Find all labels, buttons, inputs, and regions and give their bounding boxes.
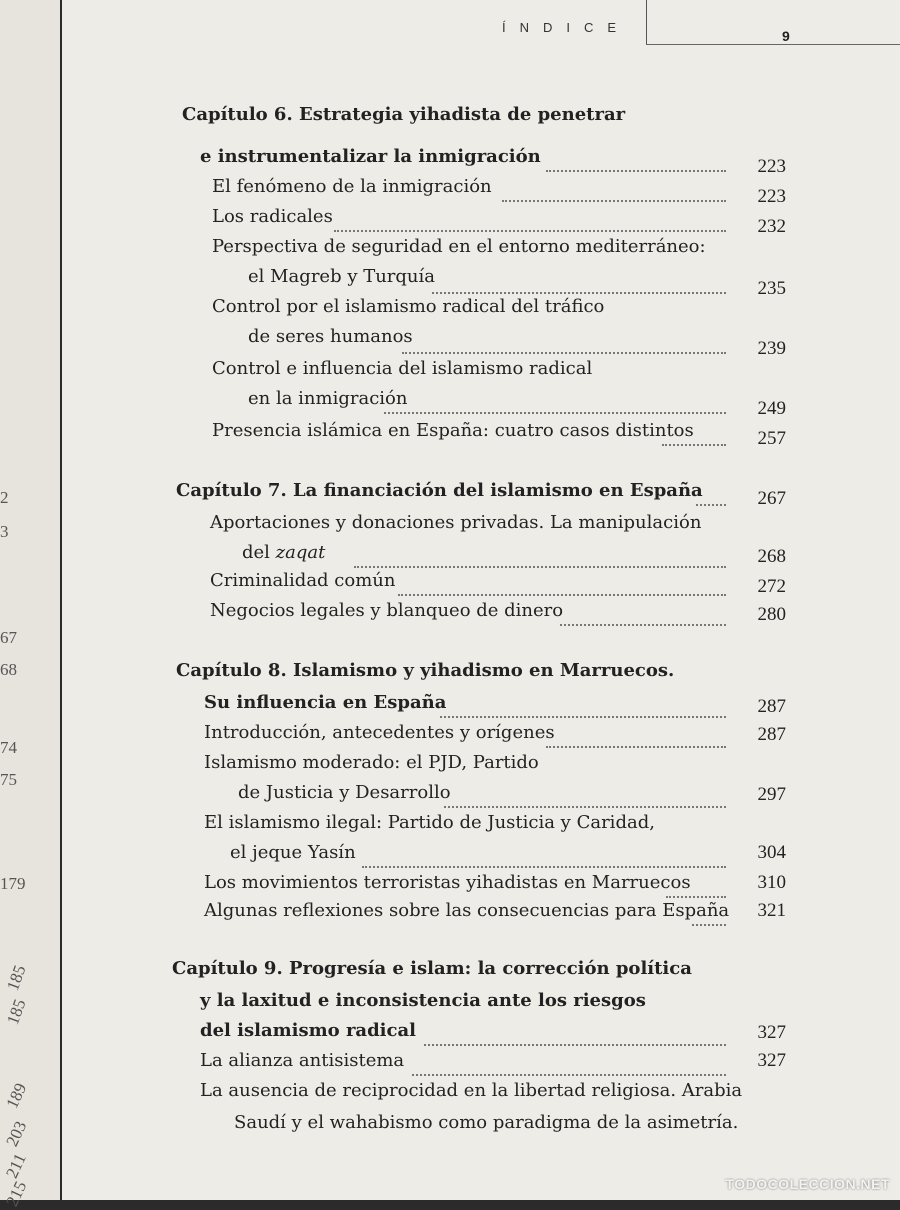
margin-number: 185 xyxy=(3,963,31,994)
chapter-page: 223 xyxy=(758,156,787,178)
leader-dots xyxy=(662,424,726,446)
header-rule-horizontal xyxy=(646,44,900,45)
leader-dots xyxy=(560,604,726,626)
leader-dots xyxy=(444,786,726,808)
leader-dots xyxy=(440,696,726,718)
index-page: ÍNDICE 9 Capítulo 6. Estrategia yihadista de penetrar e instrumentalizar la inmigración 223 El fenómeno de la inmigración 223 Los radicales 232 Perspectiva de seguridad en el entorno mediterráneo: el Magreb y Turquía 235 Control por el islamismo radical del tráfico de seres humanos 239 Control e influencia del islamismo radical en la inmigración 249 Presencia islámica en España: cuatro casos distintos 257 Capítulo 7. La financiación del islamismo en España 267 Aportaciones y donaciones privadas. La manipulación del zaqat 268 Criminalidad común 272 Negocios legales y blanqueo de dinero 280 Capítulo 8. Islamismo y yihadismo en Marruecos. Su influencia en España 287 Introducción, antecedentes y orígenes 287 Islamismo moderado: el PJD, Partido de Justicia y Desarrollo 297 El islamismo ilegal: Partido de Justicia y Caridad, el jeque Yasín 304 Los movimientos terroristas yihadistas en Marruecos 310 Algunas reflexiones sobre las consecuencias para España 321 Capítulo 9. Progresía e islam: la corrección política y la laxitud e inconsistencia ante los riesgos del islamismo radical 327 La alianza antisistema 327 La ausencia de reciprocidad en la libertad religiosa. Arabia Saudí y el wahabismo como paradigma de la asimetría. xyxy=(62,0,900,1200)
leader-dots xyxy=(696,484,726,506)
leader-dots xyxy=(692,904,726,926)
margin-number: 211 xyxy=(2,1151,31,1182)
chapter-page: 327 xyxy=(758,1022,787,1044)
leader-dots xyxy=(384,392,726,414)
leader-dots xyxy=(666,876,726,898)
margin-number: 3 xyxy=(0,522,9,542)
leader-dots xyxy=(354,546,726,568)
facing-page-edge xyxy=(0,0,60,1200)
leader-dots xyxy=(402,332,726,354)
leader-dots xyxy=(398,574,726,596)
margin-number: 189 xyxy=(2,1080,31,1112)
page-number: 9 xyxy=(782,28,790,44)
margin-number: 2 xyxy=(0,488,9,508)
margin-number: 203 xyxy=(2,1118,31,1150)
leader-dots xyxy=(546,150,726,172)
margin-number: 215 xyxy=(2,1178,31,1210)
leader-dots xyxy=(546,726,726,748)
italic-term: zaqat xyxy=(276,542,326,563)
leader-dots xyxy=(502,180,726,202)
leader-dots xyxy=(362,846,726,868)
leader-dots xyxy=(412,1054,726,1076)
margin-number: 74 xyxy=(0,738,17,758)
leader-dots xyxy=(432,272,726,294)
chapter-page: 267 xyxy=(758,488,787,510)
section-header: ÍNDICE xyxy=(502,20,630,35)
watermark: TODOCOLECCION.NET xyxy=(725,1176,890,1192)
leader-dots xyxy=(424,1024,726,1046)
margin-number: 68 xyxy=(0,660,17,680)
margin-number: 179 xyxy=(0,874,26,894)
leader-dots xyxy=(334,210,726,232)
margin-number: 67 xyxy=(0,628,17,648)
header-rule-vertical xyxy=(646,0,647,44)
chapter-page: 287 xyxy=(758,696,787,718)
margin-number: 75 xyxy=(0,770,17,790)
margin-number: 185 xyxy=(3,997,31,1028)
